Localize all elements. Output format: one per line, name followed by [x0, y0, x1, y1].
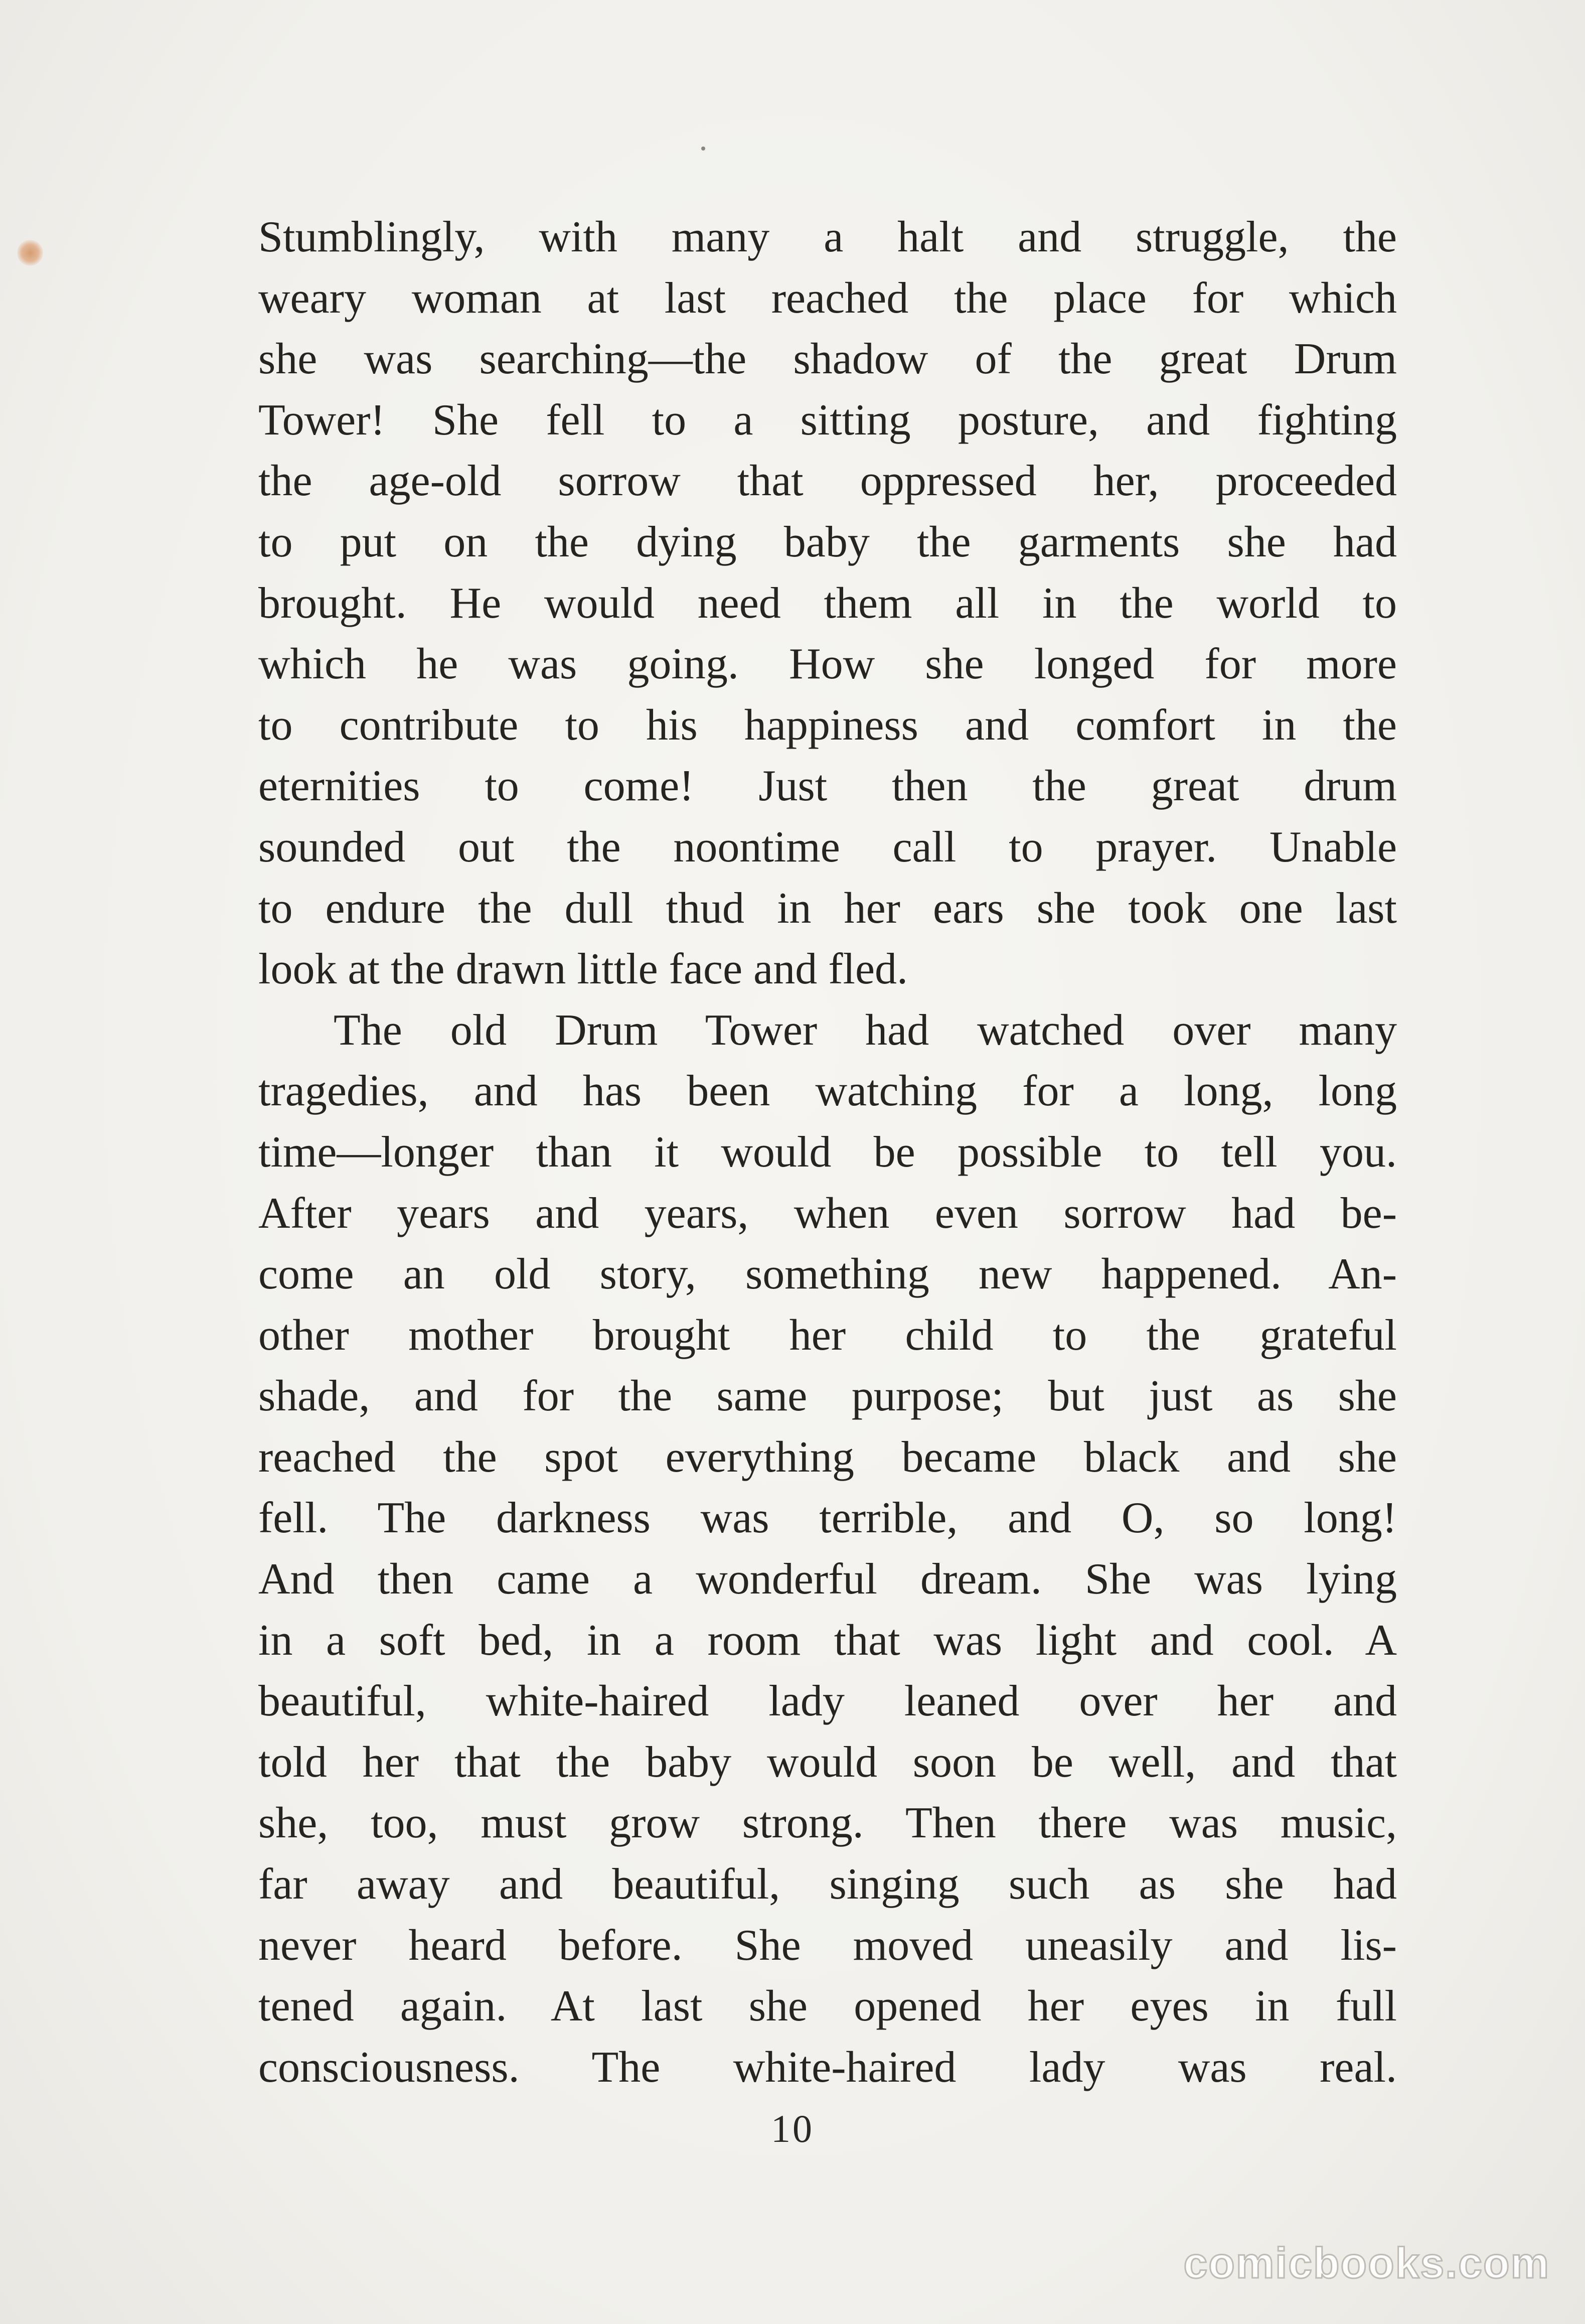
text-line: other mother brought her child to the grateful	[258, 1311, 1397, 1360]
body-text	[258, 207, 1397, 2098]
text-line: in a soft bed, in a room that was light and cool. A	[258, 1616, 1397, 1665]
text-line: told her that the baby would soon be well, and that	[258, 1737, 1397, 1787]
page-number: 10	[771, 2107, 814, 2150]
text-line: shade, and for the same purpose; but just as she	[258, 1372, 1397, 1421]
text-line: tragedies, and has been watching for a long, long	[258, 1067, 1397, 1116]
paper-speck	[701, 147, 705, 151]
text-line: fell. The darkness was terrible, and O, so long!	[258, 1494, 1397, 1543]
watermark-logo: comicbooks.com	[1183, 2239, 1550, 2287]
text-line: never heard before. She moved uneasily and lis-	[258, 1921, 1397, 1970]
paper-stain	[17, 240, 43, 266]
text-line: far away and beautiful, singing such as she had	[258, 1860, 1397, 1909]
text-line: weary woman at last reached the place for which	[258, 273, 1397, 323]
text-line: which he was going. How she longed for more	[258, 640, 1397, 689]
text-line: she, too, must grow strong. Then there was music,	[258, 1799, 1397, 1848]
text-line: the age-old sorrow that oppressed her, proceeded	[258, 457, 1397, 506]
text-line: consciousness. The white-haired lady was real.	[258, 2043, 1397, 2092]
text-line: to put on the dying baby the garments she had	[258, 517, 1397, 566]
text-line: she was searching—the shadow of the great Drum	[258, 335, 1397, 384]
text-line: eternities to come! Just then the great drum	[258, 762, 1397, 811]
text-line: Tower! She fell to a sitting posture, and fighting	[258, 395, 1397, 445]
text-line: The old Drum Tower had watched over many	[334, 1005, 1397, 1055]
text-line: After years and years, when even sorrow had be-	[258, 1189, 1397, 1238]
text-line: reached the spot everything became black and she	[258, 1432, 1397, 1482]
text-line: And then came a wonderful dream. She was lying	[258, 1555, 1397, 1604]
text-line: to contribute to his happiness and comfort in the	[258, 700, 1397, 750]
text-line: come an old story, something new happened. An-	[258, 1250, 1397, 1299]
text-line: sounded out the noontime call to prayer. Unable	[258, 822, 1397, 872]
text-line: brought. He would need them all in the world to	[258, 578, 1397, 628]
text-line: to endure the dull thud in her ears she took one last	[258, 884, 1397, 933]
text-line: look at the drawn little face and fled.	[258, 945, 908, 994]
text-line: time—longer than it would be possible to tell you.	[258, 1127, 1397, 1177]
text-line: Stumblingly, with many a halt and struggle, the	[258, 213, 1397, 261]
text-line: tened again. At last she opened her eyes in full	[258, 1982, 1397, 2031]
text-line: beautiful, white-haired lady leaned over her and	[258, 1677, 1397, 1726]
